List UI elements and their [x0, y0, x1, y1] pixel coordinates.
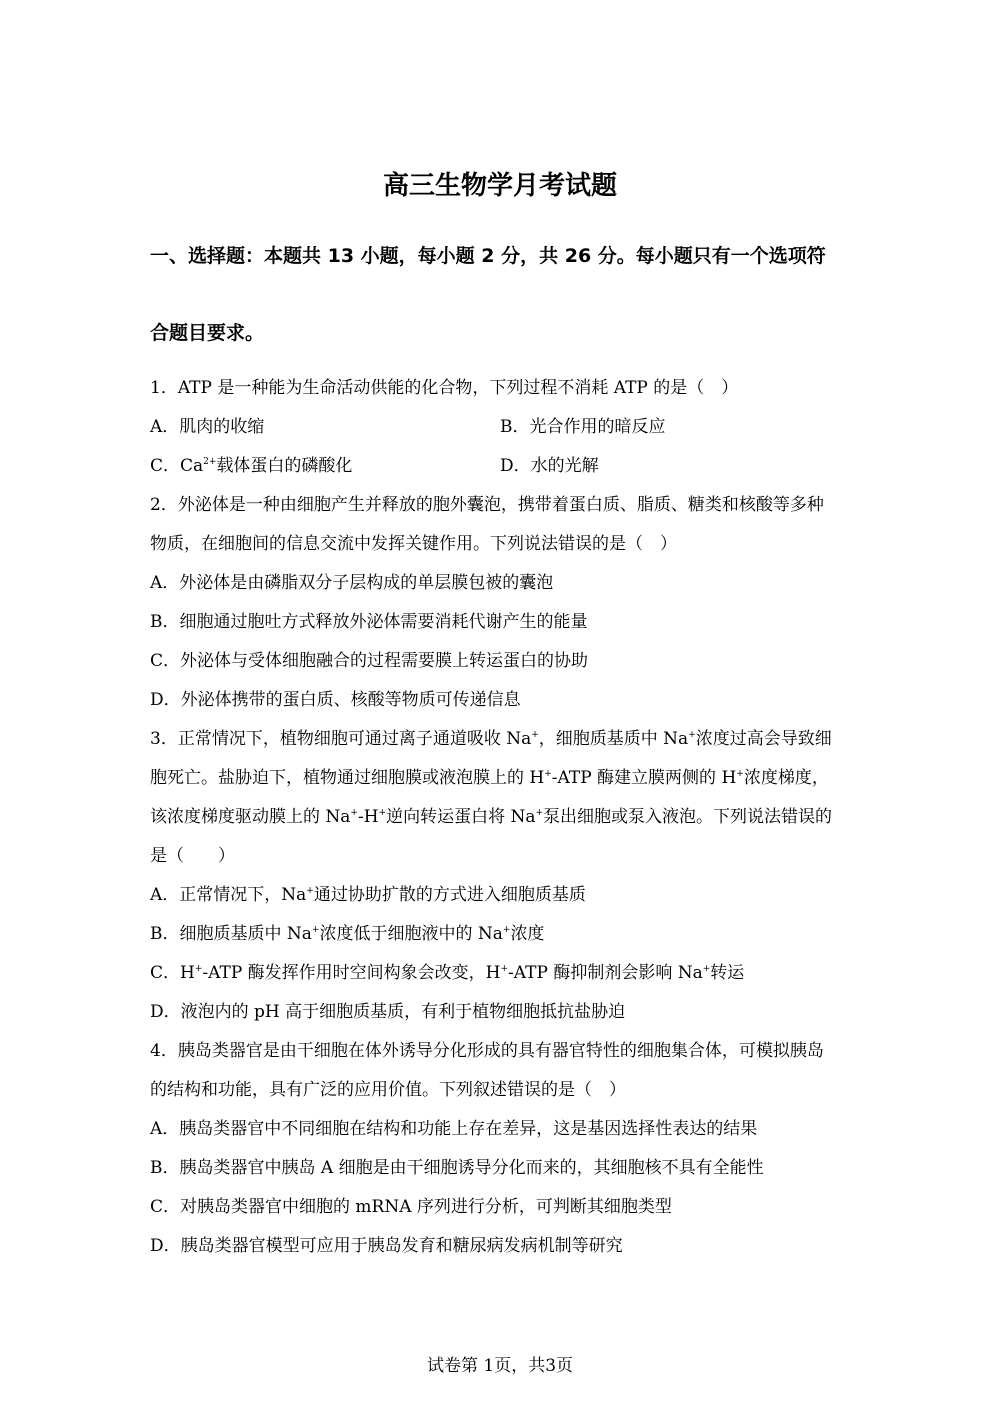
question-2-stem-line2: 物质，在细胞间的信息交流中发挥关键作用。下列说法错误的是（ ）: [150, 534, 677, 554]
question-2-option-d: D．外泌体携带的蛋白质、核酸等物质可传递信息: [150, 690, 521, 710]
question-2-stem-line1: 2．外泌体是一种由细胞产生并释放的胞外囊泡，携带着蛋白质、脂质、糖类和核酸等多种: [150, 495, 824, 515]
question-4-option-a: A．胰岛类器官中不同细胞在结构和功能上存在差异，这是基因选择性表达的结果: [150, 1119, 758, 1139]
question-3-stem-line2: 胞死亡。盐胁迫下，植物通过细胞膜或液泡膜上的 H+-ATP 酶建立膜两侧的 H+浓度梯度，: [150, 768, 829, 788]
question-4-option-c: C．对胰岛类器官中细胞的 mRNA 序列进行分析，可判断其细胞类型: [150, 1197, 672, 1217]
question-1-option-d: D．水的光解: [500, 456, 599, 476]
question-3-option-d: D．液泡内的 pH 高于细胞质基质，有利于植物细胞抵抗盐胁迫: [150, 1002, 626, 1022]
question-3-stem-line4: 是（ ）: [150, 846, 235, 866]
question-4-option-d: D．胰岛类器官模型可应用于胰岛发育和糖尿病发病机制等研究: [150, 1236, 623, 1256]
section-heading-line1: 一、选择题：本题共 13 小题，每小题 2 分，共 26 分。每小题只有一个选项符: [150, 245, 826, 267]
question-3-stem-line3: 该浓度梯度驱动膜上的 Na+-H+逆向转运蛋白将 Na+泵出细胞或泵入液泡。下列说法错误的: [150, 807, 833, 827]
question-2-option-b: B．细胞通过胞吐方式释放外泌体需要消耗代谢产生的能量: [150, 612, 588, 632]
question-4-option-b: B．胰岛类器官中胰岛 A 细胞是由干细胞诱导分化而来的，其细胞核不具有全能性: [150, 1158, 764, 1178]
question-3-option-a: A．正常情况下，Na+通过协助扩散的方式进入细胞质基质: [150, 885, 586, 905]
question-1-stem: 1．ATP 是一种能为生命活动供能的化合物，下列过程不消耗 ATP 的是（ ）: [150, 378, 739, 398]
question-2-option-a: A．外泌体是由磷脂双分子层构成的单层膜包被的囊泡: [150, 573, 554, 593]
question-3-stem-line1: 3．正常情况下，植物细胞可通过离子通道吸收 Na+，细胞质基质中 Na+浓度过高会导致细: [150, 729, 832, 749]
question-2-option-c: C．外泌体与受体细胞融合的过程需要膜上转运蛋白的协助: [150, 651, 589, 671]
question-3-option-b: B．细胞质基质中 Na+浓度低于细胞液中的 Na+浓度: [150, 924, 545, 944]
question-4-stem-line2: 的结构和功能，具有广泛的应用价值。下列叙述错误的是（ ）: [150, 1080, 626, 1100]
page-footer: 试卷第 1页，共3页: [426, 1356, 574, 1376]
page-title: 高三生物学月考试题: [382, 171, 617, 201]
question-4-stem-line1: 4．胰岛类器官是由干细胞在体外诱导分化形成的具有器官特性的细胞集合体，可模拟胰岛: [150, 1041, 824, 1061]
section-heading-line2: 合题目要求。: [150, 322, 265, 344]
question-1-option-a: A．肌肉的收缩: [150, 417, 265, 437]
question-3-option-c: C．H+-ATP 酶发挥作用时空间构象会改变，H+-ATP 酶抑制剂会影响 Na+转运: [150, 963, 745, 983]
question-1-option-b: B．光合作用的暗反应: [500, 417, 666, 437]
question-1-option-c: C．$Ca^{2+}$载体蛋白的磷酸化: [150, 456, 353, 476]
